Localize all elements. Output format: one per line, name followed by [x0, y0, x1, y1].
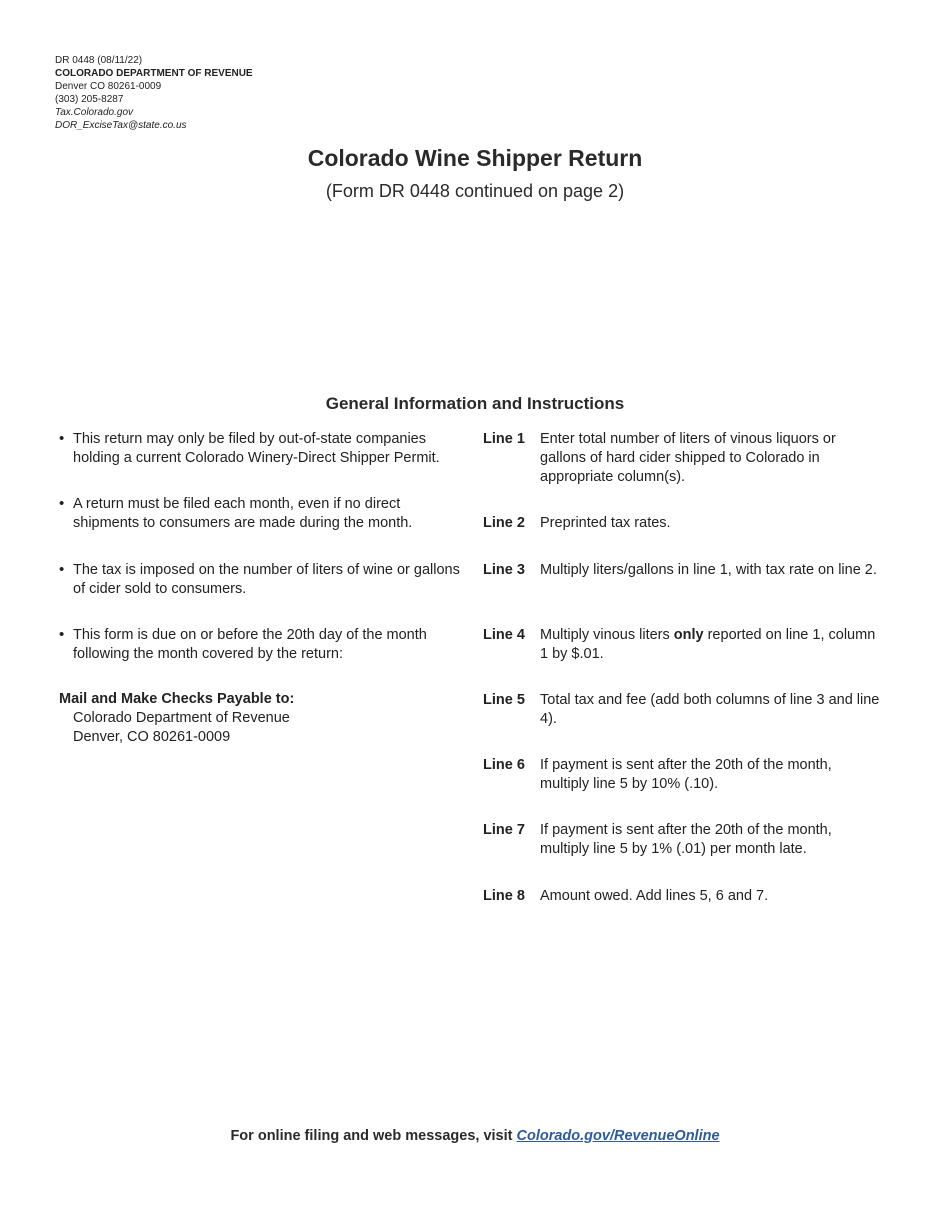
line-description-part: reported on line 1, column 1 by $.01.: [540, 627, 876, 662]
mail-address-block: [59, 690, 294, 747]
line-instruction: [483, 756, 883, 794]
line-label: Line 7: [483, 822, 525, 838]
line-label: Line 1: [483, 431, 525, 447]
line-label: Line 8: [483, 888, 525, 904]
line-description-emphasis: only: [673, 627, 704, 643]
line-description: [540, 626, 883, 664]
agency-phone: (303) 205-8287: [55, 94, 124, 105]
line-description: Total tax and fee (add both columns of line 3 and line 4).: [540, 692, 880, 727]
line-instruction: [483, 887, 883, 906]
line-instruction: [483, 514, 883, 533]
line-description: Amount owed. Add lines 5, 6 and 7.: [540, 888, 769, 904]
line-description: Preprinted tax rates.: [540, 515, 671, 531]
line-label: Line 5: [483, 692, 525, 708]
agency-city: Denver CO 80261-0009: [55, 81, 162, 92]
mail-address-line1: Colorado Department of Revenue: [73, 710, 290, 726]
bullet-item: [59, 495, 469, 533]
line-instruction: [483, 821, 883, 859]
bullet-text: This form is due on or before the 20th day of the month following the month covered by the return:: [73, 627, 427, 662]
line-description-part: Multiply vinous liters: [540, 627, 674, 643]
line-label: Line 6: [483, 757, 525, 773]
footer-text: For online filing and web messages, visit: [230, 1128, 517, 1144]
bullet-item: [59, 430, 469, 468]
line-description: If payment is sent after the 20th of the month, multiply line 5 by 1% (.01) per month late.: [540, 822, 832, 857]
section-heading: General Information and Instructions: [325, 394, 625, 413]
mail-heading: Mail and Make Checks Payable to:: [59, 691, 295, 707]
line-label: Line 3: [483, 562, 525, 578]
line-description: If payment is sent after the 20th of the month, multiply line 5 by 10% (.10).: [540, 757, 832, 792]
mail-address-line2: Denver, CO 80261-0009: [73, 729, 231, 745]
bullet-icon: •: [59, 626, 65, 643]
line-description: Enter total number of liters of vinous liquors or gallons of hard cider shipped to Colorado in appropriate column(s).: [540, 431, 836, 485]
page-subtitle: (Form DR 0448 continued on page 2): [325, 181, 625, 201]
bullet-icon: •: [59, 561, 65, 578]
agency-name: COLORADO DEPARTMENT OF REVENUE: [55, 68, 253, 79]
line-instruction: [483, 626, 883, 664]
agency-email: DOR_ExciseTax@state.co.us: [55, 120, 187, 131]
line-label: Line 4: [483, 627, 525, 643]
revenue-online-link[interactable]: Colorado.gov/RevenueOnline: [516, 1128, 720, 1144]
bullet-text: A return must be filed each month, even if no direct shipments to consumers are made during the month.: [73, 496, 413, 531]
agency-header: [55, 54, 253, 132]
bullet-item: [59, 561, 469, 599]
bullet-icon: •: [59, 430, 65, 447]
line-instruction: [483, 430, 883, 487]
bullet-text: This return may only be filed by out-of-state companies holding a current Colorado Winery-Direct Shipper Permit.: [73, 431, 440, 466]
form-number: DR 0448 (08/11/22): [55, 55, 143, 66]
bullet-item: [59, 626, 469, 664]
bullet-icon: •: [59, 495, 65, 512]
footer: [0, 1128, 950, 1144]
agency-website: Tax.Colorado.gov: [55, 107, 134, 118]
line-label: Line 2: [483, 515, 525, 531]
bullet-text: The tax is imposed on the number of liters of wine or gallons of cider sold to consumers.: [73, 562, 460, 597]
page-title: Colorado Wine Shipper Return: [307, 145, 643, 171]
line-description: Multiply liters/gallons in line 1, with tax rate on line 2.: [540, 562, 877, 578]
line-instruction: [483, 561, 883, 580]
line-instruction: [483, 691, 883, 729]
